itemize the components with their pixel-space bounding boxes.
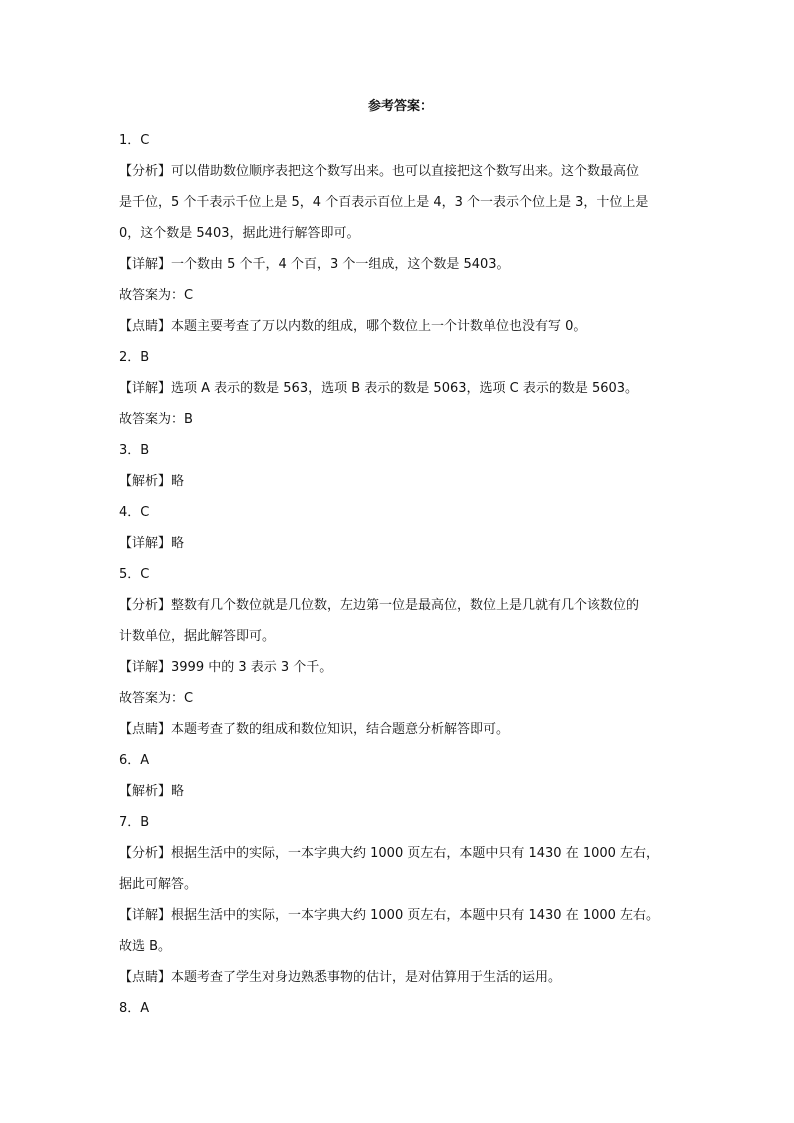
answer-line: 计数单位，据此解答即可。 xyxy=(119,629,276,644)
answer-line: 7．B xyxy=(119,815,150,830)
answer-line: 【分析】可以借助数位顺序表把这个数写出来。也可以直接把这个数写出来。这个数最高位 xyxy=(119,164,640,179)
answer-line: 【解析】略 xyxy=(119,474,185,489)
answer-line: 8．A xyxy=(119,1001,150,1016)
answer-line: 【详解】3999 中的 3 表示 3 个千。 xyxy=(119,660,333,675)
answer-body xyxy=(119,125,682,1024)
answer-line: 3．B xyxy=(119,443,150,458)
answer-line: 故答案为：C xyxy=(119,288,194,303)
answer-line: 故选 B。 xyxy=(119,939,172,954)
answer-line: 【解析】略 xyxy=(119,784,185,799)
answer-line: 【点睛】本题主要考查了万以内数的组成，哪个数位上一个计数单位也没有写 0。 xyxy=(119,319,587,334)
answer-line: 【详解】略 xyxy=(119,536,185,551)
answer-line: 【分析】根据生活中的实际，一本字典大约 1000 页左右，本题中只有 1430 在 1000 左右， xyxy=(119,846,660,861)
page-title: 参考答案： xyxy=(367,99,433,114)
answer-line: 【分析】整数有几个数位就是几位数，左边第一位是最高位，数位上是几就有几个该数位的 xyxy=(119,598,640,613)
answer-line: 5．C xyxy=(119,567,150,582)
answer-line: 故答案为：B xyxy=(119,412,193,427)
answer-line: 是千位，5 个千表示千位上是 5，4 个百表示百位上是 4，3 个一表示个位上是 3，十位上是 xyxy=(119,195,649,210)
answer-line: 【详解】根据生活中的实际，一本字典大约 1000 页左右，本题中只有 1430 在 1000 左右。 xyxy=(119,908,660,923)
answer-line: 据此可解答。 xyxy=(119,877,198,892)
answer-line: 【详解】选项 A 表示的数是 563，选项 B 表示的数是 5063，选项 C 表示的数是 5603。 xyxy=(119,381,639,396)
answer-line: 1．C xyxy=(119,133,150,148)
answer-line: 故答案为：C xyxy=(119,691,194,706)
answer-line: 4．C xyxy=(119,505,150,520)
answer-line: 6．A xyxy=(119,753,150,768)
answer-line: 【详解】一个数由 5 个千，4 个百，3 个一组成，这个数是 5403。 xyxy=(119,257,510,272)
answer-line: 0，这个数是 5403，据此进行解答即可。 xyxy=(119,226,360,241)
answer-line: 【点睛】本题考查了数的组成和数位知识，结合题意分析解答即可。 xyxy=(119,722,510,737)
answer-line: 【点睛】本题考查了学生对身边熟悉事物的估计，是对估算用于生活的运用。 xyxy=(119,970,562,985)
answer-line: 2．B xyxy=(119,350,150,365)
